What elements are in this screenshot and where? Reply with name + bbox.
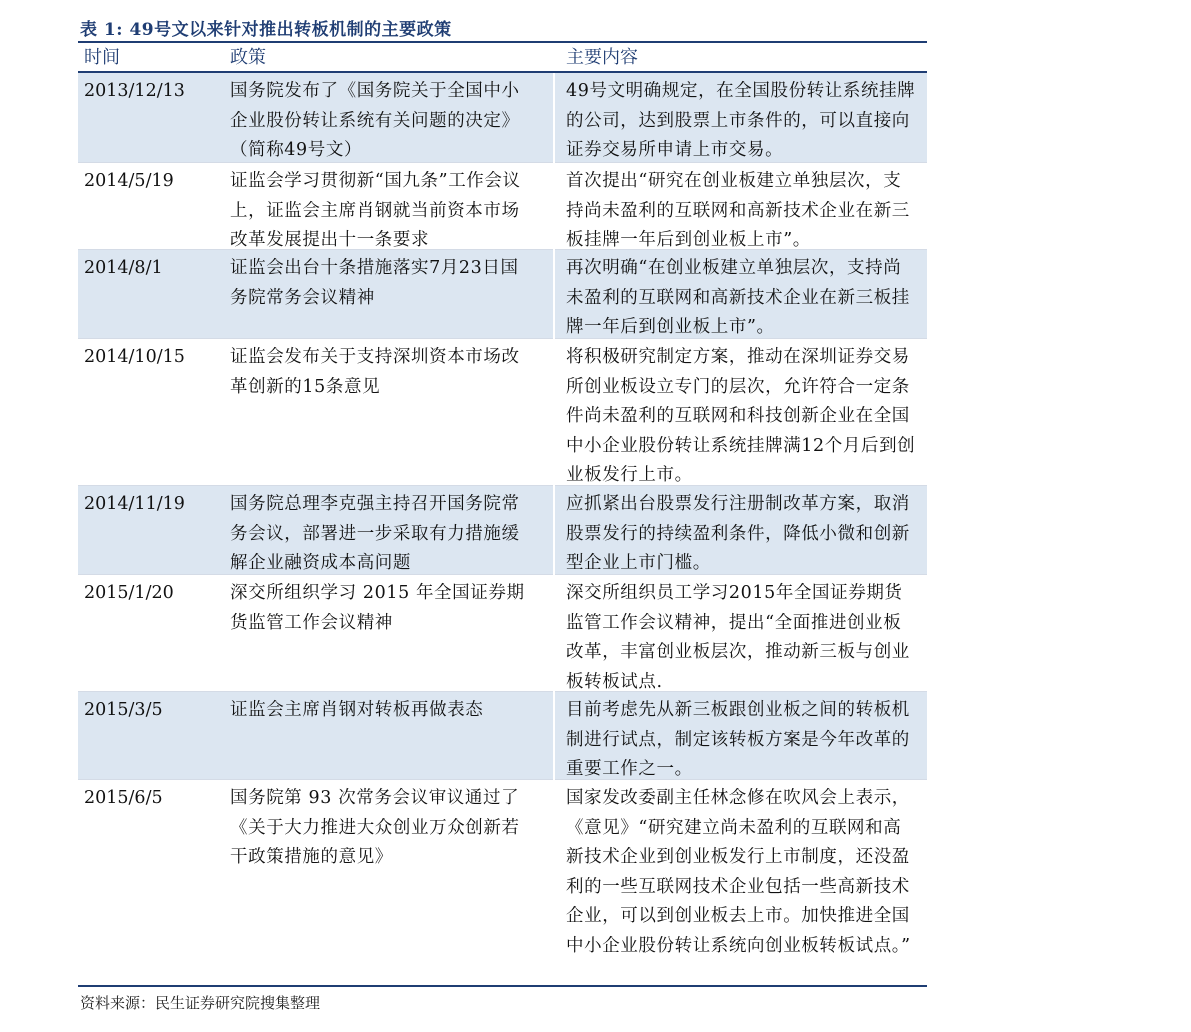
table-row bbox=[78, 575, 927, 692]
row-date: 2015/1/20 bbox=[84, 583, 174, 603]
row-date: 2015/6/5 bbox=[84, 788, 163, 808]
header-content: 主要内容 bbox=[566, 47, 638, 68]
table-row bbox=[78, 73, 927, 163]
row-policy: 证监会学习贯彻新“国九条”工作会议上，证监会主席肖钢就当前资本市场改革发展提出十一条要求 bbox=[214, 163, 555, 256]
row-date: 2015/3/5 bbox=[84, 700, 163, 720]
table-row bbox=[78, 163, 927, 250]
row-date: 2014/11/19 bbox=[84, 494, 185, 514]
table-row bbox=[78, 780, 927, 985]
row-date: 2014/5/19 bbox=[84, 171, 174, 191]
row-content: 49号文明确规定，在全国股份转让系统挂牌的公司，达到股票上市条件的，可以直接向证券交易所申请上市交易。 bbox=[566, 81, 916, 160]
header-date: 时间 bbox=[84, 47, 120, 68]
row-content: 首次提出“研究在创业板建立单独层次，支持尚未盈利的互联网和高新技术企业在新三板挂牌一年后到创业板上市”。 bbox=[566, 171, 910, 250]
table-row bbox=[78, 339, 927, 486]
table-row bbox=[78, 486, 927, 575]
source-note: 资料来源：民生证券研究院搜集整理 bbox=[80, 994, 321, 1012]
table-bottom-rule bbox=[78, 985, 927, 987]
row-policy: 国务院第 93 次常务会议审议通过了《关于大力推进大众创业万众创新若干政策措施的意见》 bbox=[214, 780, 555, 985]
table-row bbox=[78, 250, 927, 339]
row-content: 目前考虑先从新三板跟创业板之间的转板机制进行试点，制定该转板方案是今年改革的重要工作之一。 bbox=[566, 700, 910, 779]
row-policy: 证监会发布关于支持深圳资本市场改革创新的15条意见 bbox=[214, 339, 555, 491]
table-caption: 表 1: 49号文以来针对推出转板机制的主要政策 bbox=[80, 20, 452, 40]
row-content: 国家发改委副主任林念修在吹风会上表示，《意见》“研究建立尚未盈利的互联网和高新技术企业到创业板发行上市制度，还没盈利的一些互联网技术企业包括一些高新技术企业，可以到创业板去上市。加快推进全国中小企业股份转让系统向创业板转板试点。” bbox=[566, 788, 911, 956]
row-content: 应抓紧出台股票发行注册制改革方案，取消股票发行的持续盈利条件，降低小微和创新型企业上市门槛。 bbox=[566, 494, 910, 573]
row-policy: 证监会出台十条措施落实7月23日国务院常务会议精神 bbox=[214, 250, 555, 343]
row-date: 2013/12/13 bbox=[84, 81, 185, 101]
row-date: 2014/8/1 bbox=[84, 258, 163, 278]
row-date: 2014/10/15 bbox=[84, 347, 185, 367]
table-header bbox=[78, 43, 927, 73]
row-policy: 国务院发布了《国务院关于全国中小企业股份转让系统有关问题的决定》（简称49号文） bbox=[214, 73, 555, 166]
row-policy: 国务院总理李克强主持召开国务院常务会议，部署进一步采取有力措施缓解企业融资成本高问题 bbox=[214, 486, 555, 579]
header-policy: 政策 bbox=[230, 47, 266, 68]
row-content: 再次明确“在创业板建立单独层次，支持尚未盈利的互联网和高新技术企业在新三板挂牌一年后到创业板上市”。 bbox=[566, 258, 910, 337]
table-row bbox=[78, 692, 927, 780]
row-policy: 证监会主席肖钢对转板再做表态 bbox=[214, 692, 555, 785]
row-content: 将积极研究制定方案，推动在深圳证券交易所创业板设立专门的层次，允许符合一定条件尚未盈利的互联网和科技创新企业在全国中小企业股份转让系统挂牌满12个月后到创业板发行上市。 bbox=[566, 347, 916, 485]
row-content: 深交所组织员工学习2015年全国证券期货监管工作会议精神，提出“全面推进创业板改革，丰富创业板层次，推动新三板与创业板转板试点. bbox=[566, 583, 910, 692]
row-policy: 深交所组织学习 2015 年全国证券期货监管工作会议精神 bbox=[214, 575, 555, 697]
policy-table bbox=[78, 43, 927, 987]
